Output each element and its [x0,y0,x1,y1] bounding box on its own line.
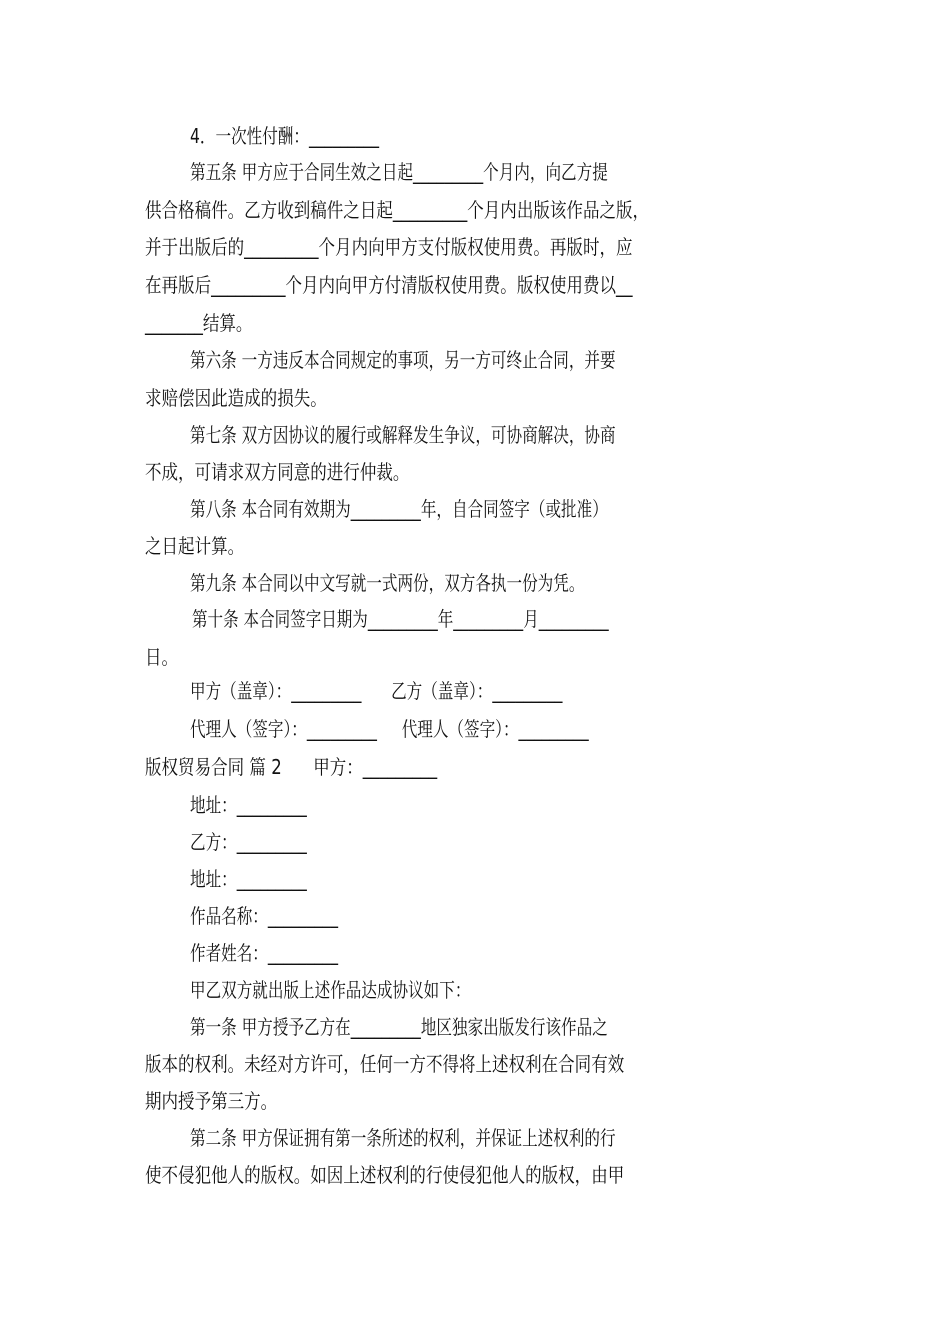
text-line: 作者姓名：_________ [190,941,338,965]
text-line: 供合格稿件。乙方收到稿件之日起_________个月内出版该作品之版， [145,198,650,222]
text-line: 在再版后_________个月内向甲方付清版权使用费。版权使用费以__ [145,273,633,297]
text-line: 作品名称：_________ [190,904,338,928]
text-line: 第五条 甲方应于合同生效之日起_________个月内，向乙方提 [190,160,608,184]
text-line: _______结算。 [145,311,253,335]
text-line: 地址：_________ [190,793,307,817]
text-line: 第十条 本合同签字日期为_________年_________月_________ [192,607,609,631]
text-line: 4．一次性付酬：_________ [190,124,380,148]
text-line: 乙方：_________ [190,830,307,854]
text-line: 第六条 一方违反本合同规定的事项，另一方可终止合同，并要 [190,348,616,372]
text-line: 并于出版后的_________个月内向甲方支付版权使用费。再版时，应 [145,235,633,259]
signature-line: 甲方（盖章）：_________ 乙方（盖章）：_________ [190,679,563,703]
text-line: 第二条 甲方保证拥有第一条所述的权利，并保证上述权利的行 [190,1126,616,1150]
text-line: 甲乙双方就出版上述作品达成协议如下： [190,978,471,1002]
text-line: 求赔偿因此造成的损失。 [145,386,327,410]
text-line: 第八条 本合同有效期为_________年，自合同签字（或批准） [190,497,608,521]
section-heading: 版权贸易合同 篇 2 甲方：_________ [145,755,438,779]
text-line: 第九条 本合同以中文写就一式两份，双方各执一份为凭。 [190,571,585,595]
text-line: 版本的权利。未经对方许可，任何一方不得将上述权利在合同有效 [145,1052,625,1076]
text-line: 地址：_________ [190,867,307,891]
text-line: 之日起计算。 [145,534,245,558]
text-line: 使不侵犯他人的版权。如因上述权利的行使侵犯他人的版权，由甲 [145,1163,625,1187]
text-line: 日。 [145,645,179,669]
text-line: 不成，可请求双方同意的进行仲裁。 [145,460,410,484]
text-line: 第一条 甲方授予乙方在_________地区独家出版发行该作品之 [190,1015,608,1039]
signature-line: 代理人（签字）：_________ 代理人（签字）：_________ [190,717,589,741]
text-line: 第七条 双方因协议的履行或解释发生争议，可协商解决，协商 [190,423,616,447]
text-line: 期内授予第三方。 [145,1089,278,1113]
